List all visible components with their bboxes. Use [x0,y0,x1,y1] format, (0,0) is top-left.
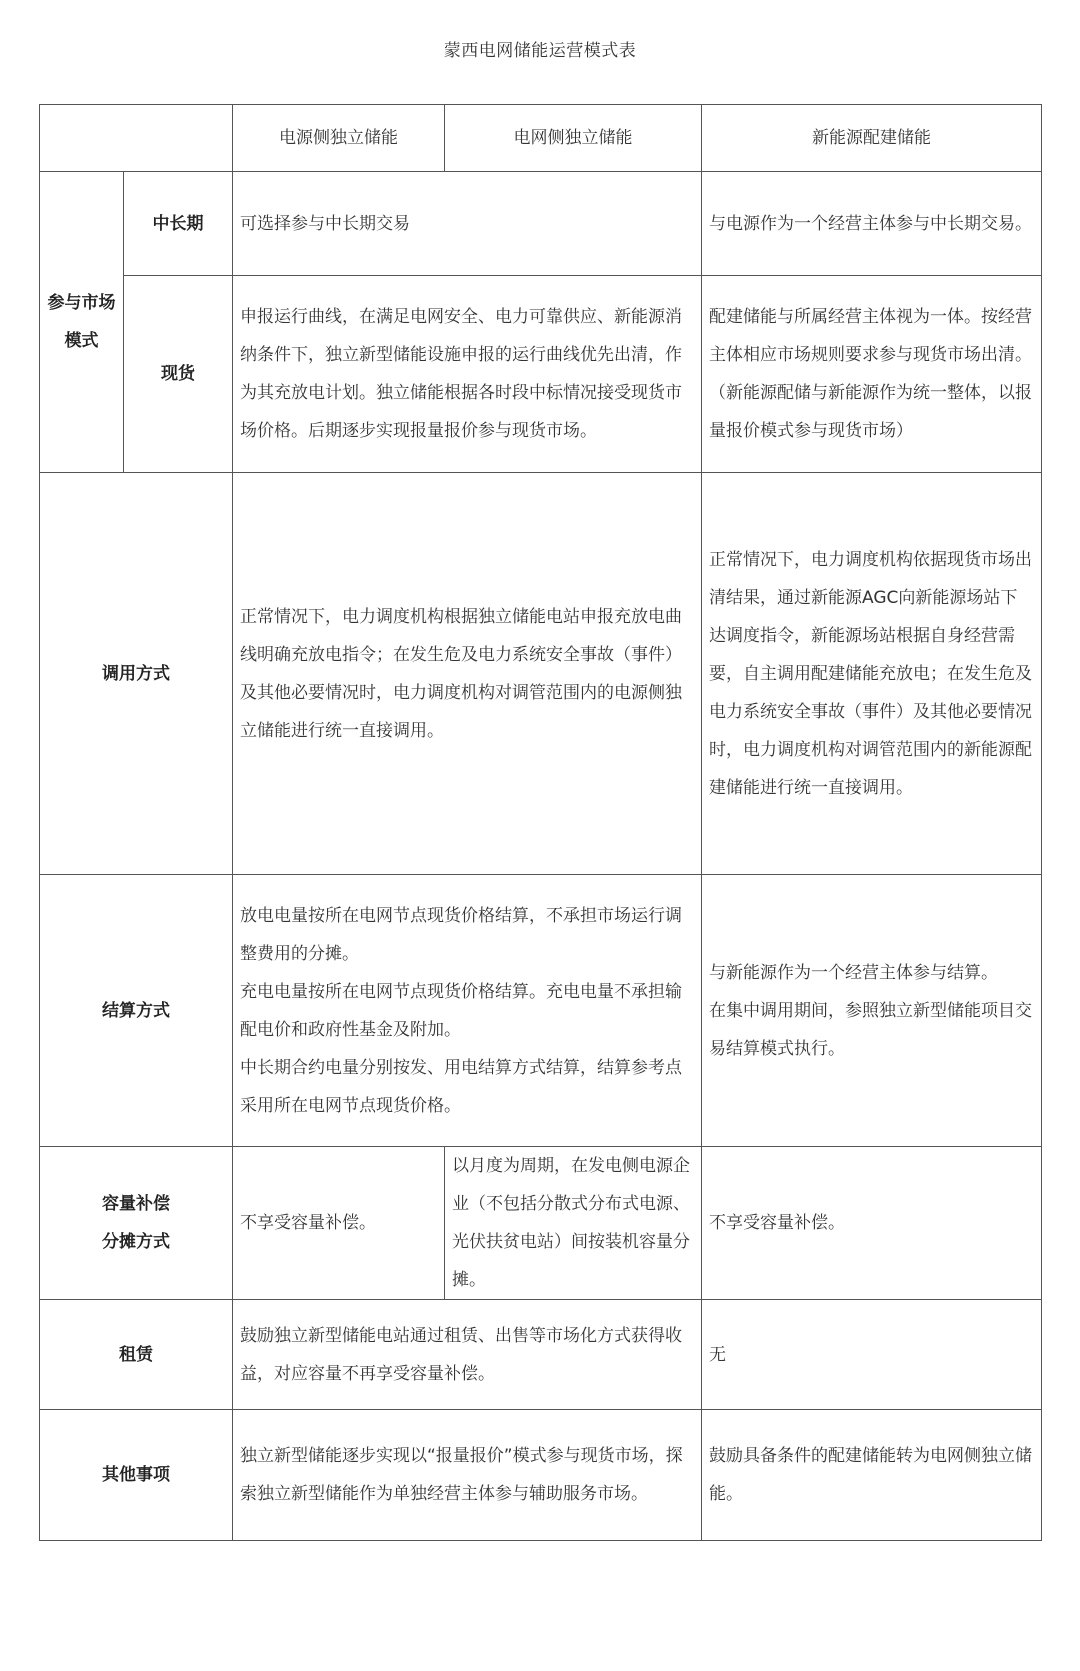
table-row-leasing [40,1300,1042,1410]
table-header-row [40,105,1042,172]
cell-spot-new-energy: 配建储能与所属经营主体视为一体。按经营主体相应市场规则要求参与现货市场出清。（新能源配储与新能源作为统一整体，以报量报价模式参与现货市场） [702,276,1042,473]
header-grid-side: 电网侧独立储能 [445,105,702,172]
operation-mode-table [39,104,1042,1541]
row-label-spot: 现货 [124,276,233,473]
cell-dispatch-independent: 正常情况下，电力调度机构根据独立储能电站申报充放电曲线明确充放电指令；在发生危及电力系统安全事故（事件）及其他必要情况时，电力调度机构对调管范围内的电源侧独立储能进行统一直接调用。 [233,473,702,875]
cell-capacity-grid-side: 以月度为周期，在发电侧电源企业（不包括分散式分布式电源、光伏扶贫电站）间按装机容量分摊。 [445,1147,702,1300]
table-row-capacity [40,1147,1042,1300]
row-label-medium-long: 中长期 [124,172,233,276]
cell-dispatch-new-energy: 正常情况下，电力调度机构依据现货市场出清结果，通过新能源AGC向新能源场站下达调度指令，新能源场站根据自身经营需要，自主调用配建储能充放电；在发生危及电力系统安全事故（事件）及其他必要情况时，电力调度机构对调管范围内的新能源配建储能进行统一直接调用。 [702,473,1042,875]
table-row-spot [40,276,1042,473]
row-label-capacity [40,1147,233,1300]
settlement-independent-line-3: 中长期合约电量分别按发、用电结算方式结算，结算参考点采用所在电网节点现货价格。 [240,1057,682,1116]
table-row-dispatch [40,473,1042,875]
cell-medium-long-independent: 可选择参与中长期交易 [233,172,702,276]
row-label-settlement: 结算方式 [40,875,233,1147]
cell-capacity-new-energy: 不享受容量补偿。 [702,1147,1042,1300]
row-label-leasing: 租赁 [40,1300,233,1410]
row-label-market-mode: 参与市场模式 [40,172,124,473]
cell-settlement-new-energy [702,875,1042,1147]
settlement-new-energy-line-1: 与新能源作为一个经营主体参与结算。 [709,962,998,983]
table-row-medium-long [40,172,1042,276]
header-empty-cell [40,105,233,172]
row-label-other: 其他事项 [40,1410,233,1541]
table-row-settlement [40,875,1042,1147]
header-source-side: 电源侧独立储能 [233,105,445,172]
cell-capacity-source-side: 不享受容量补偿。 [233,1147,445,1300]
capacity-label-line-1: 容量补偿 [102,1194,170,1214]
settlement-independent-line-1: 放电电量按所在电网节点现货价格结算，不承担市场运行调整费用的分摊。 [240,905,682,964]
cell-spot-independent: 申报运行曲线，在满足电网安全、电力可靠供应、新能源消纳条件下，独立新型储能设施申报的运行曲线优先出清，作为其充放电计划。独立储能根据各时段中标情况接受现货市场价格。后期逐步实现报量报价参与现货市场。 [233,276,702,473]
cell-leasing-independent: 鼓励独立新型储能电站通过租赁、出售等市场化方式获得收益，对应容量不再享受容量补偿。 [233,1300,702,1410]
page-title: 蒙西电网储能运营模式表 [443,41,637,61]
cell-medium-long-new-energy: 与电源作为一个经营主体参与中长期交易。 [702,172,1042,276]
header-new-energy: 新能源配建储能 [702,105,1042,172]
table-row-other [40,1410,1042,1541]
cell-settlement-independent [233,875,702,1147]
cell-leasing-new-energy: 无 [702,1300,1042,1410]
settlement-new-energy-line-2: 在集中调用期间，参照独立新型储能项目交易结算模式执行。 [709,1000,1032,1059]
capacity-label-line-2: 分摊方式 [102,1232,170,1252]
cell-other-independent: 独立新型储能逐步实现以“报量报价”模式参与现货市场，探索独立新型储能作为单独经营主体参与辅助服务市场。 [233,1410,702,1541]
settlement-independent-line-2: 充电电量按所在电网节点现货价格结算。充电电量不承担输配电价和政府性基金及附加。 [240,981,682,1040]
row-label-dispatch: 调用方式 [40,473,233,875]
cell-other-new-energy: 鼓励具备条件的配建储能转为电网侧独立储能。 [702,1410,1042,1541]
